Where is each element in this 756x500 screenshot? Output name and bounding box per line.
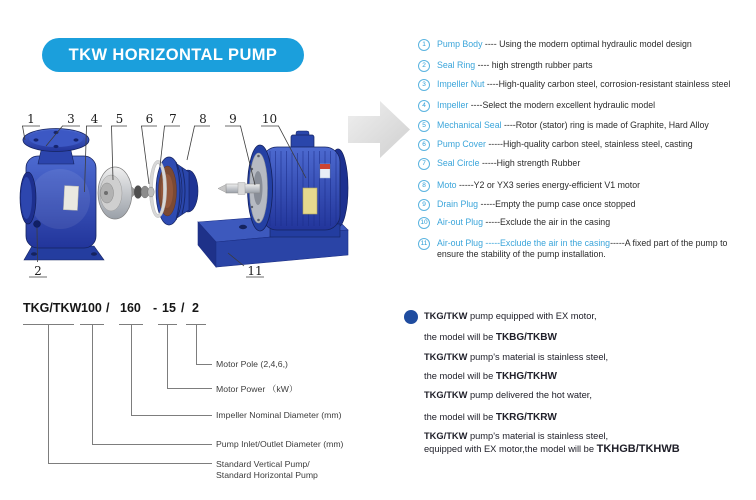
circled-number: 7 (418, 158, 430, 170)
part-desc: ----High-quality carbon steel, corrosion-resistant stainless steel (484, 79, 731, 89)
pump-body (20, 129, 104, 261)
callout-10: 10 (261, 112, 278, 126)
circled-number: 1 (418, 39, 430, 51)
callout-4: 4 (90, 112, 99, 126)
page-title: TKW HORIZONTAL PUMP (68, 45, 278, 64)
model-code-token: 100 (81, 301, 102, 315)
callout-7: 7 (169, 112, 177, 126)
part-desc: -----Y2 or YX3 series energy-efficient V1 motor (456, 180, 641, 190)
part-desc: -----Exclude the air in the casing (482, 217, 611, 227)
part-name: Impeller Nut (437, 79, 485, 89)
part-name: Mechanical Seal (437, 120, 502, 130)
list-item (418, 238, 748, 259)
parts-list (418, 0, 754, 300)
list-item (418, 120, 709, 131)
note-line: the model will be TKBG/TKBW (424, 331, 557, 343)
list-item (418, 100, 655, 111)
circled-number: 11 (418, 238, 430, 250)
title-banner (42, 38, 304, 72)
list-item (418, 79, 730, 90)
note-line: TKG/TKW pump's material is stainless steel, (424, 430, 609, 441)
circled-number: 6 (418, 139, 430, 151)
callout-6: 6 (145, 112, 154, 126)
note-line: TKG/TKW pump delivered the hot water, (424, 390, 592, 400)
right-arrow-icon (348, 101, 410, 158)
exploded-pump-diagram (8, 96, 420, 291)
label-standard-pump-line2: Standard Horizontal Pump (216, 469, 318, 480)
part-name: Pump Body (437, 39, 483, 49)
label-impeller-diameter: Impeller Nominal Diameter (mm) (216, 410, 342, 420)
part-name: Air-out Plug (437, 217, 483, 227)
circled-number: 2 (418, 60, 430, 72)
list-item (418, 199, 636, 210)
list-item (418, 217, 610, 228)
circled-number: 4 (418, 100, 430, 112)
part-desc: ----Rotor (stator) ring is made of Graphite, Hard Alloy (501, 120, 709, 130)
model-code-token: 160 (120, 301, 141, 315)
callout-9: 9 (229, 112, 237, 126)
part-desc: ----Select the modern excellent hydraulic model (468, 100, 656, 110)
circled-number: 8 (418, 180, 430, 192)
label-motor-power: Motor Power （kW） (216, 384, 298, 394)
part-name: Seal Circle (437, 158, 480, 168)
note-line: equipped with EX motor,the model will be TKHGB/TKHWB (424, 442, 680, 455)
model-code-prefix: TKG/TKW (23, 301, 82, 315)
callout-8: 8 (199, 112, 207, 126)
model-code-token: 2 (192, 301, 199, 315)
part-desc: -----High strength Rubber (479, 158, 581, 168)
motor (248, 131, 349, 237)
label-inlet-outlet: Pump Inlet/Outlet Diameter (mm) (216, 439, 344, 449)
part-desc: -----High-quality carbon steel, stainless steel, casting (485, 139, 693, 149)
model-code-token: 15 (162, 301, 176, 315)
note-line: TKG/TKW pump equipped with EX motor, (424, 311, 597, 321)
part-desc: -----A fixed part of the pump to ensure the stability of the pump installation. (437, 238, 728, 259)
callout-1: 1 (27, 112, 35, 126)
drain-plug (34, 221, 41, 228)
circled-number: 3 (418, 79, 430, 91)
part-name: Air-out Plug -----Exclude the air in the casing (437, 238, 611, 248)
callout-11: 11 (247, 264, 263, 278)
pump-label (63, 186, 78, 211)
part-desc: ---- Using the modern optimal hydraulic model design (482, 39, 692, 49)
note-line: the model will be TKRG/TKRW (424, 411, 557, 423)
part-name: Drain Plug (437, 199, 479, 209)
circled-number: 9 (418, 199, 430, 211)
list-item (418, 158, 580, 169)
callout-2: 2 (34, 264, 42, 278)
part-desc: -----Empty the pump case once stopped (478, 199, 636, 209)
note-line: TKG/TKW pump's material is stainless steel, (424, 351, 609, 362)
list-item (418, 60, 593, 71)
bullet-dot-icon (404, 310, 418, 324)
label-motor-pole: Motor Pole (2,4,6,) (216, 359, 288, 369)
part-name: Seal Ring (437, 60, 476, 70)
motor-shaft (218, 183, 260, 195)
callout-5: 5 (115, 112, 124, 126)
label-standard-pump (216, 459, 318, 480)
callout-3: 3 (67, 112, 75, 126)
part-name: Impeller (437, 100, 469, 110)
list-item (418, 139, 693, 150)
part-name: Pump Cover (437, 139, 486, 149)
note-line: the model will be TKHG/TKHW (424, 371, 557, 382)
label-standard-pump-line1: Standard Vertical Pump/ (216, 459, 310, 469)
model-code-token: / (181, 301, 185, 315)
circled-number: 10 (418, 217, 430, 229)
part-name: Moto (437, 180, 457, 190)
motor-nameplate (303, 188, 317, 214)
circled-number: 5 (418, 120, 430, 132)
list-item (418, 39, 692, 50)
model-code-token: / (106, 301, 110, 315)
part-desc: ---- high strength rubber parts (475, 60, 593, 70)
model-code-token: - (153, 301, 158, 315)
list-item (418, 180, 640, 191)
